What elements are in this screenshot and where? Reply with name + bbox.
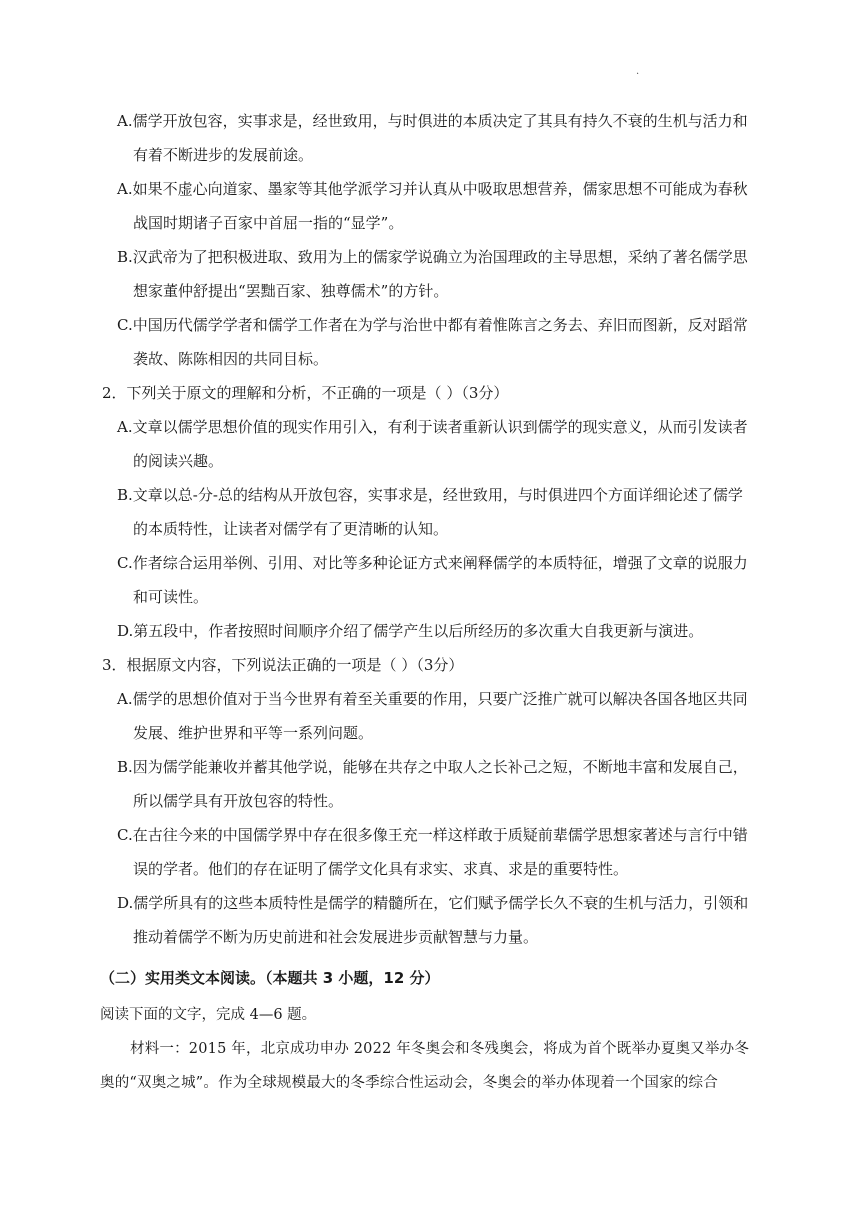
q3-option-a — [100, 682, 760, 750]
material-1-line1: 材料一：2015 年，北京成功申办 2022 年冬奥会和冬残奥会，将成为首个既举办夏奥又举办冬 — [130, 1041, 750, 1057]
header-dot: . — [636, 66, 640, 77]
q1-option-c-line1: C.中国历代儒学学者和儒学工作者在为学与治世中都有着惟陈言之务去、弃旧而图新，反对蹈常 — [117, 316, 748, 334]
q1-option-c-line2: 袭故、陈陈相因的共同目标。 — [133, 350, 329, 368]
q1-option-a — [100, 104, 760, 172]
q2-option-d — [100, 614, 760, 648]
q1-option-b-line1: B.汉武帝为了把积极进取、致用为上的儒家学说确立为治国理政的主导思想，采纳了著名儒学思 — [117, 248, 748, 266]
q1-option-b — [100, 240, 760, 308]
q2-option-b — [100, 478, 760, 546]
q1-option-a-line2: 有着不断进步的发展前途。 — [133, 146, 314, 164]
q2-option-a-line1: A.文章以儒学思想价值的现实作用引入，有利于读者重新认识到儒学的现实意义，从而引发读者 — [117, 418, 748, 436]
q1-option-c — [100, 308, 760, 376]
q2-option-c-line2: 和可读性。 — [133, 588, 209, 606]
q2-stem: 2．下列关于原文的理解和分析，不正确的一项是（ ）（3分） — [102, 384, 509, 402]
q3-option-c-line2: 误的学者。他们的存在证明了儒学文化具有求实、求真、求是的重要特性。 — [133, 860, 629, 878]
q1-option-a2-line2: 战国时期诸子百家中首屈一指的“显学”。 — [133, 214, 404, 232]
q3-stem: 3．根据原文内容，下列说法正确的一项是（ ）（3分） — [102, 656, 464, 674]
q1-option-a2-line1: A.如果不虚心向道家、墨家等其他学派学习并认真从中吸取思想营养，儒家思想不可能成为春秋 — [117, 180, 748, 198]
q3-option-d-line2: 推动着儒学不断为历史前进和社会发展进步贡献智慧与力量。 — [133, 928, 539, 946]
q3-option-d-line1: D.儒学所具有的这些本质特性是儒学的精髓所在，它们赋予儒学长久不衰的生机与活力，引领和 — [117, 894, 749, 912]
q2-option-a — [100, 410, 760, 478]
document-content — [100, 104, 760, 1100]
q2-option-c — [100, 546, 760, 614]
material-1-paragraph — [100, 1032, 760, 1100]
q1-option-b-line2: 想家董仲舒提出“罢黜百家、独尊儒术”的方针。 — [133, 282, 449, 300]
section-2-instruction: 阅读下面的文字，完成 4—6 题。 — [100, 1007, 317, 1023]
q3-option-c-line1: C.在古往今来的中国儒学界中存在很多像王充一样这样敢于质疑前辈儒学思想家著述与言行中错 — [117, 826, 748, 844]
q3-option-c — [100, 818, 760, 886]
q2-option-c-line1: C.作者综合运用举例、引用、对比等多种论证方式来阐释儒学的本质特征，增强了文章的说服力 — [117, 554, 748, 572]
q1-option-a2 — [100, 172, 760, 240]
q3-option-a-line2: 发展、维护世界和平等一系列问题。 — [133, 724, 374, 742]
q3-option-b — [100, 750, 760, 818]
q2-option-b-line1: B.文章以总-分-总的结构从开放包容，实事求是，经世致用，与时俱进四个方面详细论述了儒学 — [117, 486, 743, 504]
q3-option-a-line1: A.儒学的思想价值对于当今世界有着至关重要的作用，只要广泛推广就可以解决各国各地区共同 — [117, 690, 748, 708]
material-1-line2: 奥的“双奥之城”。作为全球规模最大的冬季综合性运动会，冬奥会的举办体现着一个国家的综合 — [100, 1075, 718, 1091]
q2-option-d-line1: D.第五段中，作者按照时间顺序介绍了儒学产生以后所经历的多次重大自我更新与演进。 — [117, 622, 704, 640]
q3-option-d — [100, 886, 760, 954]
q2-option-a-line2: 的阅读兴趣。 — [133, 452, 224, 470]
q3-option-b-line1: B.因为儒学能兼收并蓄其他学说，能够在共存之中取人之长补己之短，不断地丰富和发展自己， — [117, 758, 748, 776]
q3-option-b-line2: 所以儒学具有开放包容的特性。 — [133, 792, 344, 810]
q2-option-b-line2: 的本质特性，让读者对儒学有了更清晰的认知。 — [133, 520, 449, 538]
q1-option-a-line1: A.儒学开放包容，实事求是，经世致用，与时俱进的本质决定了其具有持久不衰的生机与活力和 — [117, 112, 748, 130]
section-2-title: （二）实用类文本阅读。（本题共 3 小题，12 分） — [100, 969, 440, 987]
